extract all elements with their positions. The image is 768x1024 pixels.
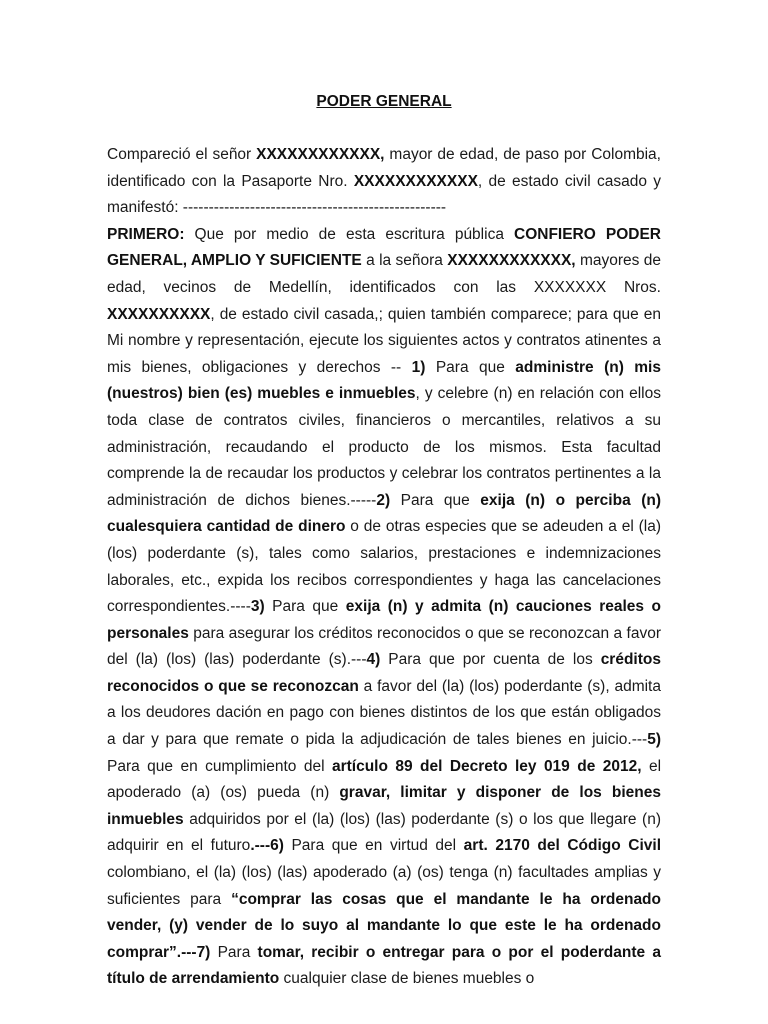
bold-text-run: 2) xyxy=(376,491,391,509)
text-run: Compareció el señor xyxy=(107,146,257,163)
document-body xyxy=(107,142,661,993)
paragraph-comparecencia xyxy=(107,142,661,222)
bold-text-run: “comprar las cosas que el mandante le ha ordenado vender, (y) vender de lo suyo al mandante lo que este le ha ordenado comprar”.---7) xyxy=(107,890,661,961)
bold-text-run: PRIMERO: xyxy=(107,225,185,243)
bold-text-run: 1) xyxy=(411,358,426,376)
text-run: Para que en virtud del xyxy=(283,837,464,855)
text-run: Que por medio de esta escritura pública xyxy=(184,225,514,243)
bold-text-run: art. 2170 del Código Civil xyxy=(463,837,661,855)
bold-text-run: 4) xyxy=(366,651,381,669)
text-run: Para que en cumplimiento del xyxy=(107,757,332,775)
bold-text-run: tomar, recibir o entregar para o por el poderdante a título de arrendamiento xyxy=(107,943,661,988)
text-run: Para que xyxy=(264,598,346,616)
text-run: a la señora xyxy=(361,252,448,270)
bold-text-run: exija (n) o perciba (n) cualesquiera cantidad de dinero xyxy=(107,491,662,536)
text-run: a favor del (la) (los) poderdante (s), admita a los deudores dación en pago con bienes distintos de los que están obligados a dar y para que remate o pida la adjudicación de tales bienes en juicio.--- xyxy=(107,677,661,749)
bold-text-run: XXXXXXXXXXXX, xyxy=(256,146,385,163)
text-run: Para que xyxy=(425,358,516,376)
text-run: el apoderado (a) (os) pueda (n) xyxy=(107,757,662,802)
bold-text-run: gravar, limitar y disponer de los bienes inmuebles xyxy=(107,784,661,828)
text-run: , y celebre (n) en relación con ellos toda clase de contratos civiles, financieros o mercantiles, relativos a su administración, recaudando el producto de los mismos. Esta facultad comprende la de recaudar los productos y celebrar los contratos pertinentes a la administración de dichos bienes.----- xyxy=(107,385,661,509)
bold-text-run: artículo 89 del Decreto ley 019 de 2012, xyxy=(331,757,642,775)
bold-text-run: .---6) xyxy=(250,837,284,855)
bold-text-run: XXXXXXXXXXXX xyxy=(353,172,478,190)
text-run: Para que xyxy=(390,491,481,509)
bold-text-run: créditos reconocidos o que se reconozcan xyxy=(107,651,661,695)
text-run: mayor de edad, de paso por Colombia, identificado con la Pasaporte Nro. xyxy=(107,146,661,190)
text-run: , de estado civil casado y manifestó: --------------------------------------------------- xyxy=(107,172,661,217)
bold-text-run: 5) xyxy=(647,731,661,749)
text-run: Para xyxy=(210,943,258,961)
text-run: adquiridos por el (la) (los) (las) poderdante (s) o los que llegare (n) adquirir en el futuro xyxy=(107,810,661,855)
bold-text-run: CONFIERO PODER GENERAL, AMPLIO Y SUFICIENTE xyxy=(107,225,661,270)
text-run: o de otras especies que se adeuden a el (la) (los) poderdante (s), tales como salarios, prestaciones e indemnizaciones laborales, etc., expida los recibos correspondientes y haga las cancelaciones correspondientes.---- xyxy=(107,518,661,616)
document-title: PODER GENERAL xyxy=(316,93,452,110)
bold-text-run: XXXXXXXXXX xyxy=(107,305,211,323)
text-run: colombiano, el (la) (los) (las) apoderado (a) (os) tenga (n) facultades amplias y suficientes para xyxy=(107,864,661,908)
bold-text-run: XXXXXXXXXXXX, xyxy=(447,252,576,270)
bold-text-run: 3) xyxy=(250,598,265,616)
text-run: mayores de edad, vecinos de Medellín, identificados con las XXXXXXX Nros. xyxy=(107,252,661,296)
text-run: cualquier clase de bienes muebles o xyxy=(279,970,535,988)
bold-text-run: exija (n) y admita (n) cauciones reales o personales xyxy=(107,598,661,642)
text-run: , de estado civil casada,; quien también comparece; para que en Mi nombre y representación, ejecute los siguientes actos y contratos atinentes a mis bienes, obligaciones y derechos -- xyxy=(107,305,661,376)
paragraph-primero xyxy=(107,222,661,993)
text-run: Para que por cuenta de los xyxy=(380,651,601,669)
bold-text-run: administre (n) mis (nuestros) bien (es) muebles e inmuebles xyxy=(107,358,661,403)
text-run: para asegurar los créditos reconocidos o que se reconozcan a favor del (la) (los) (las) poderdante (s).--- xyxy=(107,624,661,669)
